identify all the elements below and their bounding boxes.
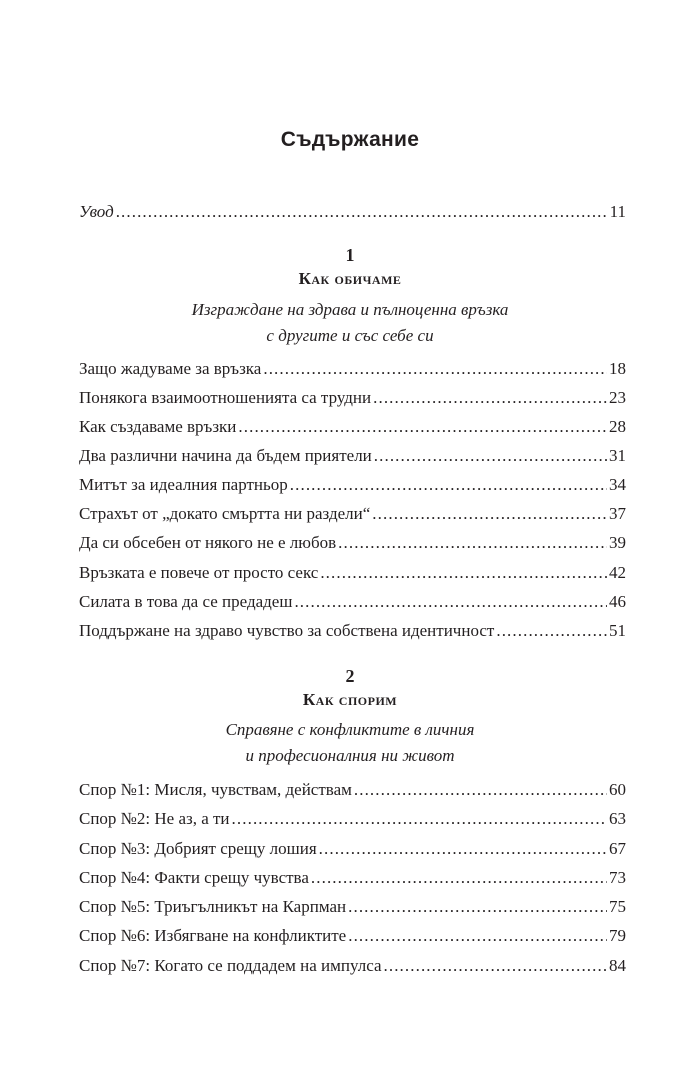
dot-leader xyxy=(263,358,607,380)
toc-entry-label: Как създаваме връзки xyxy=(79,417,237,436)
toc-entry xyxy=(79,591,626,613)
toc-entry xyxy=(79,925,626,947)
part-subtitle-line: Изграждане на здрава и пълноценна връзка xyxy=(191,300,509,319)
part-subtitle-line: с другите и със себе си xyxy=(266,326,434,345)
dot-leader xyxy=(319,838,607,860)
toc-entry-label: Връзката е повече от просто секс xyxy=(79,563,319,582)
toc-entry xyxy=(79,808,626,830)
toc-page-number: 46 xyxy=(609,592,626,611)
dot-leader xyxy=(374,445,607,467)
toc-entry-label: Митът за идеалния партньор xyxy=(79,475,288,494)
part-title: Как обичаме xyxy=(298,269,402,288)
dot-leader xyxy=(496,620,607,642)
toc-entry xyxy=(79,838,626,860)
toc-page-number: 67 xyxy=(609,839,626,858)
dot-leader xyxy=(338,532,607,554)
toc-page-number: 37 xyxy=(609,504,626,523)
toc-entry xyxy=(79,358,626,380)
toc-entry xyxy=(79,416,626,438)
toc-entry-label: Два различни начина да бъдем приятели xyxy=(79,446,372,465)
toc-entry-label: Да си обсебен от някого не е любов xyxy=(79,533,337,552)
toc-page-number: 84 xyxy=(609,956,626,975)
toc-entry xyxy=(79,387,626,409)
toc-entry-label: Страхът от „докато смъртта ни раздели“ xyxy=(79,504,371,523)
toc-entry-label: Понякога взаимоотношенията са трудни xyxy=(79,388,372,407)
toc-page-number: 34 xyxy=(609,475,626,494)
toc-page-number: 60 xyxy=(609,780,626,799)
page-title: Съдържание xyxy=(280,128,420,151)
toc-entry xyxy=(79,620,626,642)
part-title: Как спорим xyxy=(302,690,398,709)
dot-leader xyxy=(232,808,607,830)
toc-entry xyxy=(79,503,626,525)
toc-entry-label: Спор №2: Не аз, а ти xyxy=(79,809,230,828)
toc-entry-label: Силата в това да се предадеш xyxy=(79,592,293,611)
toc-entry-intro xyxy=(79,201,626,223)
toc-entry-label: Увод xyxy=(79,202,114,221)
toc-entry-label: Спор №3: Добрият срещу лошия xyxy=(79,839,317,858)
part-subtitle-line: и професионалния ни живот xyxy=(245,746,455,765)
toc-page-number: 23 xyxy=(609,388,626,407)
toc-entry-label: Спор №6: Избягване на конфликтите xyxy=(79,926,347,945)
toc-entry xyxy=(79,955,626,977)
toc-page-number: 31 xyxy=(609,446,626,465)
dot-leader xyxy=(294,591,607,613)
dot-leader xyxy=(116,201,608,223)
toc-entry xyxy=(79,896,626,918)
toc-page-number: 79 xyxy=(609,926,626,945)
toc-entry-label: Спор №5: Триъгълникът на Карпман xyxy=(79,897,347,916)
dot-leader xyxy=(354,779,607,801)
toc-entry-label: Поддържане на здраво чувство за собствена идентичност xyxy=(79,621,495,640)
part-number: 1 xyxy=(345,245,355,265)
toc-page-number: 51 xyxy=(609,621,626,640)
toc-entry xyxy=(79,867,626,889)
toc-entry xyxy=(79,445,626,467)
toc-entry-label: Спор №1: Мисля, чувствам, действам xyxy=(79,780,352,799)
toc-page-number: 28 xyxy=(609,417,626,436)
toc-page-number: 63 xyxy=(609,809,626,828)
toc-page-number: 18 xyxy=(609,359,626,378)
dot-leader xyxy=(290,474,607,496)
dot-leader xyxy=(348,896,607,918)
part-number: 2 xyxy=(345,666,355,686)
toc-entry-label: Спор №7: Когато се поддадем на импулса xyxy=(79,956,382,975)
toc-entry-label: Защо жадуваме за връзка xyxy=(79,359,262,378)
dot-leader xyxy=(311,867,607,889)
toc-page-number: 42 xyxy=(609,563,626,582)
dot-leader xyxy=(373,387,607,409)
toc-page-number: 11 xyxy=(609,202,626,221)
part-subtitle-line: Справяне с конфликтите в личния xyxy=(225,720,475,739)
dot-leader xyxy=(372,503,607,525)
dot-leader xyxy=(320,562,607,584)
toc-page-number: 75 xyxy=(609,897,626,916)
toc-entry-label: Спор №4: Факти срещу чувства xyxy=(79,868,309,887)
toc-entry xyxy=(79,779,626,801)
toc-entry xyxy=(79,474,626,496)
toc-entry xyxy=(79,562,626,584)
toc-page-number: 39 xyxy=(609,533,626,552)
dot-leader xyxy=(348,925,607,947)
dot-leader xyxy=(238,416,607,438)
toc-page-number: 73 xyxy=(609,868,626,887)
dot-leader xyxy=(384,955,608,977)
toc-entry xyxy=(79,532,626,554)
